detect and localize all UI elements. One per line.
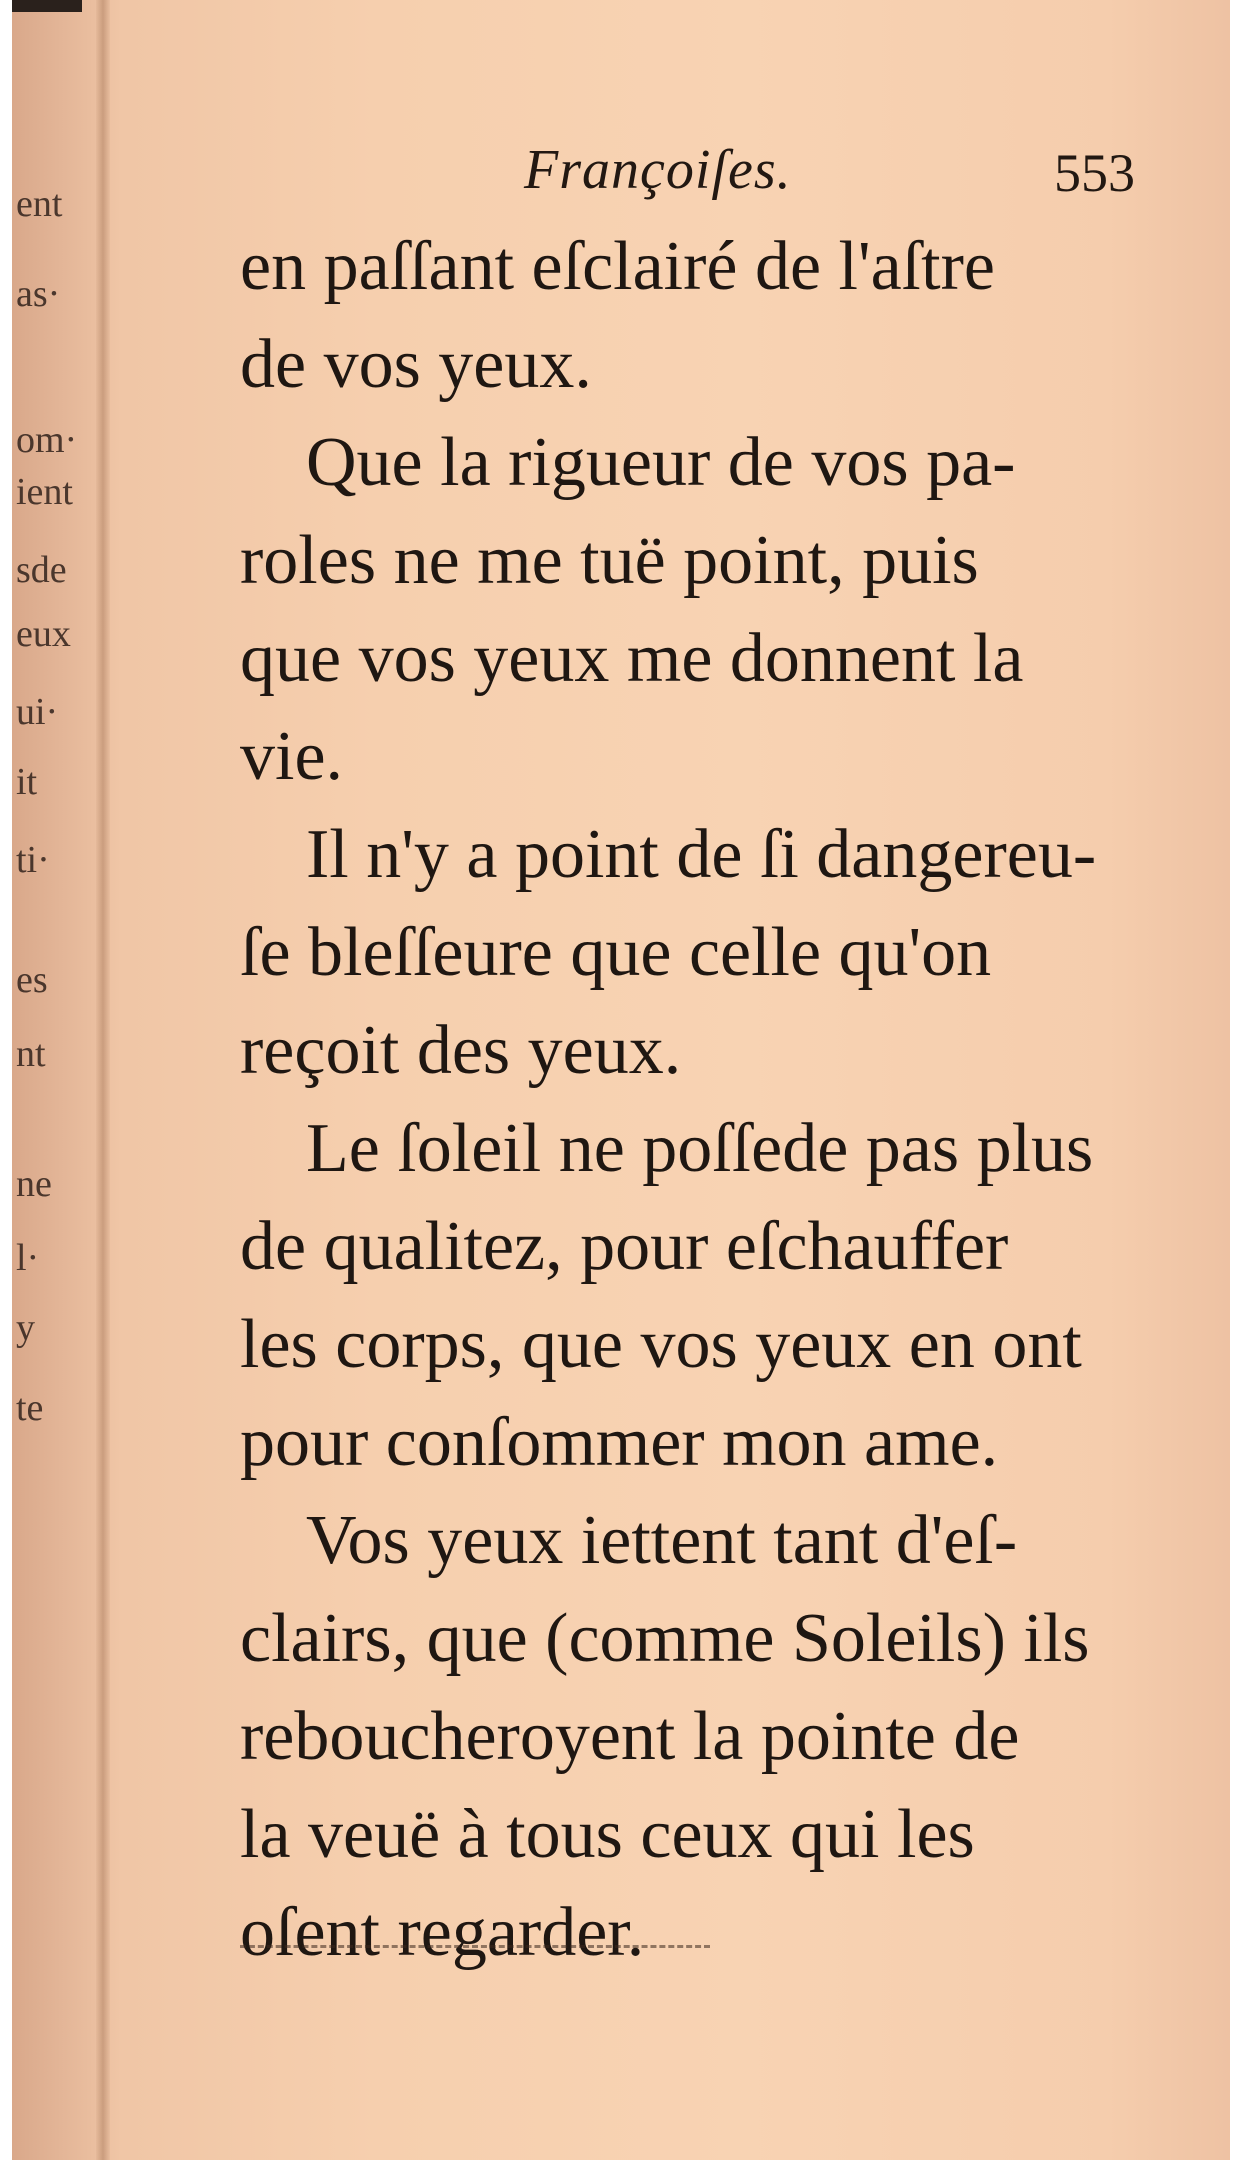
text-line: pour conſommer mon ame. [240, 1404, 999, 1481]
margin-fragment: y [16, 1307, 35, 1349]
body-text [240, 218, 1150, 1982]
margin-fragment: ti· [16, 839, 50, 881]
text-line: les corps, que vos yeux en ont [240, 1306, 1082, 1383]
text-line: oſent regarder. [240, 1894, 645, 1971]
text-line: Vos yeux iettent tant d'eſ- [306, 1502, 1018, 1579]
margin-fragment: om· [16, 419, 78, 461]
margin-fragment: it [16, 761, 38, 803]
text-line: reçoit des yeux. [240, 1012, 682, 1089]
margin-fragment: as· [16, 273, 61, 315]
binding-gutter [96, 0, 110, 2160]
text-line: Il n'y a point de ſi dangereu- [306, 816, 1097, 893]
text-line: clairs, que (comme Soleils) ils [240, 1600, 1090, 1677]
text-line: vie. [240, 718, 344, 795]
margin-fragment: nt [16, 1033, 46, 1075]
margin-fragment: ent [16, 183, 63, 225]
margin-fragment: sde [16, 549, 67, 591]
margin-fragment: l· [16, 1237, 40, 1279]
text-line: de qualitez, pour eſchauffer [240, 1208, 1009, 1285]
text-line: en paſſant eſclairé de l'aſtre [240, 228, 995, 305]
margin-fragment: es [16, 959, 48, 1001]
end-rule [240, 1945, 710, 1948]
margin-fragment: eux [16, 613, 71, 655]
page-number: 553 [1054, 143, 1135, 203]
margin-fragment: ui· [16, 691, 59, 733]
text-line: Que la rigueur de vos pa- [306, 424, 1016, 501]
text-line: reboucheroyent la pointe de [240, 1698, 1020, 1775]
margin-fragment: te [16, 1387, 44, 1429]
margin-fragment: ne [16, 1163, 52, 1205]
margin-fragment: ient [16, 471, 73, 513]
book-page [12, 0, 1230, 2160]
text-line: la veuë à tous ceux qui les [240, 1796, 975, 1873]
text-line: roles ne me tuë point, puis [240, 522, 979, 599]
text-line: Le ſoleil ne poſſede pas plus [306, 1110, 1094, 1187]
text-line: ſe bleſſeure que celle qu'on [240, 914, 992, 991]
facing-page-margin [12, 0, 92, 2160]
text-line: que vos yeux me donnent la [240, 620, 1024, 697]
text-line: de vos yeux. [240, 326, 592, 403]
running-title: Françoiſes. [524, 139, 792, 201]
